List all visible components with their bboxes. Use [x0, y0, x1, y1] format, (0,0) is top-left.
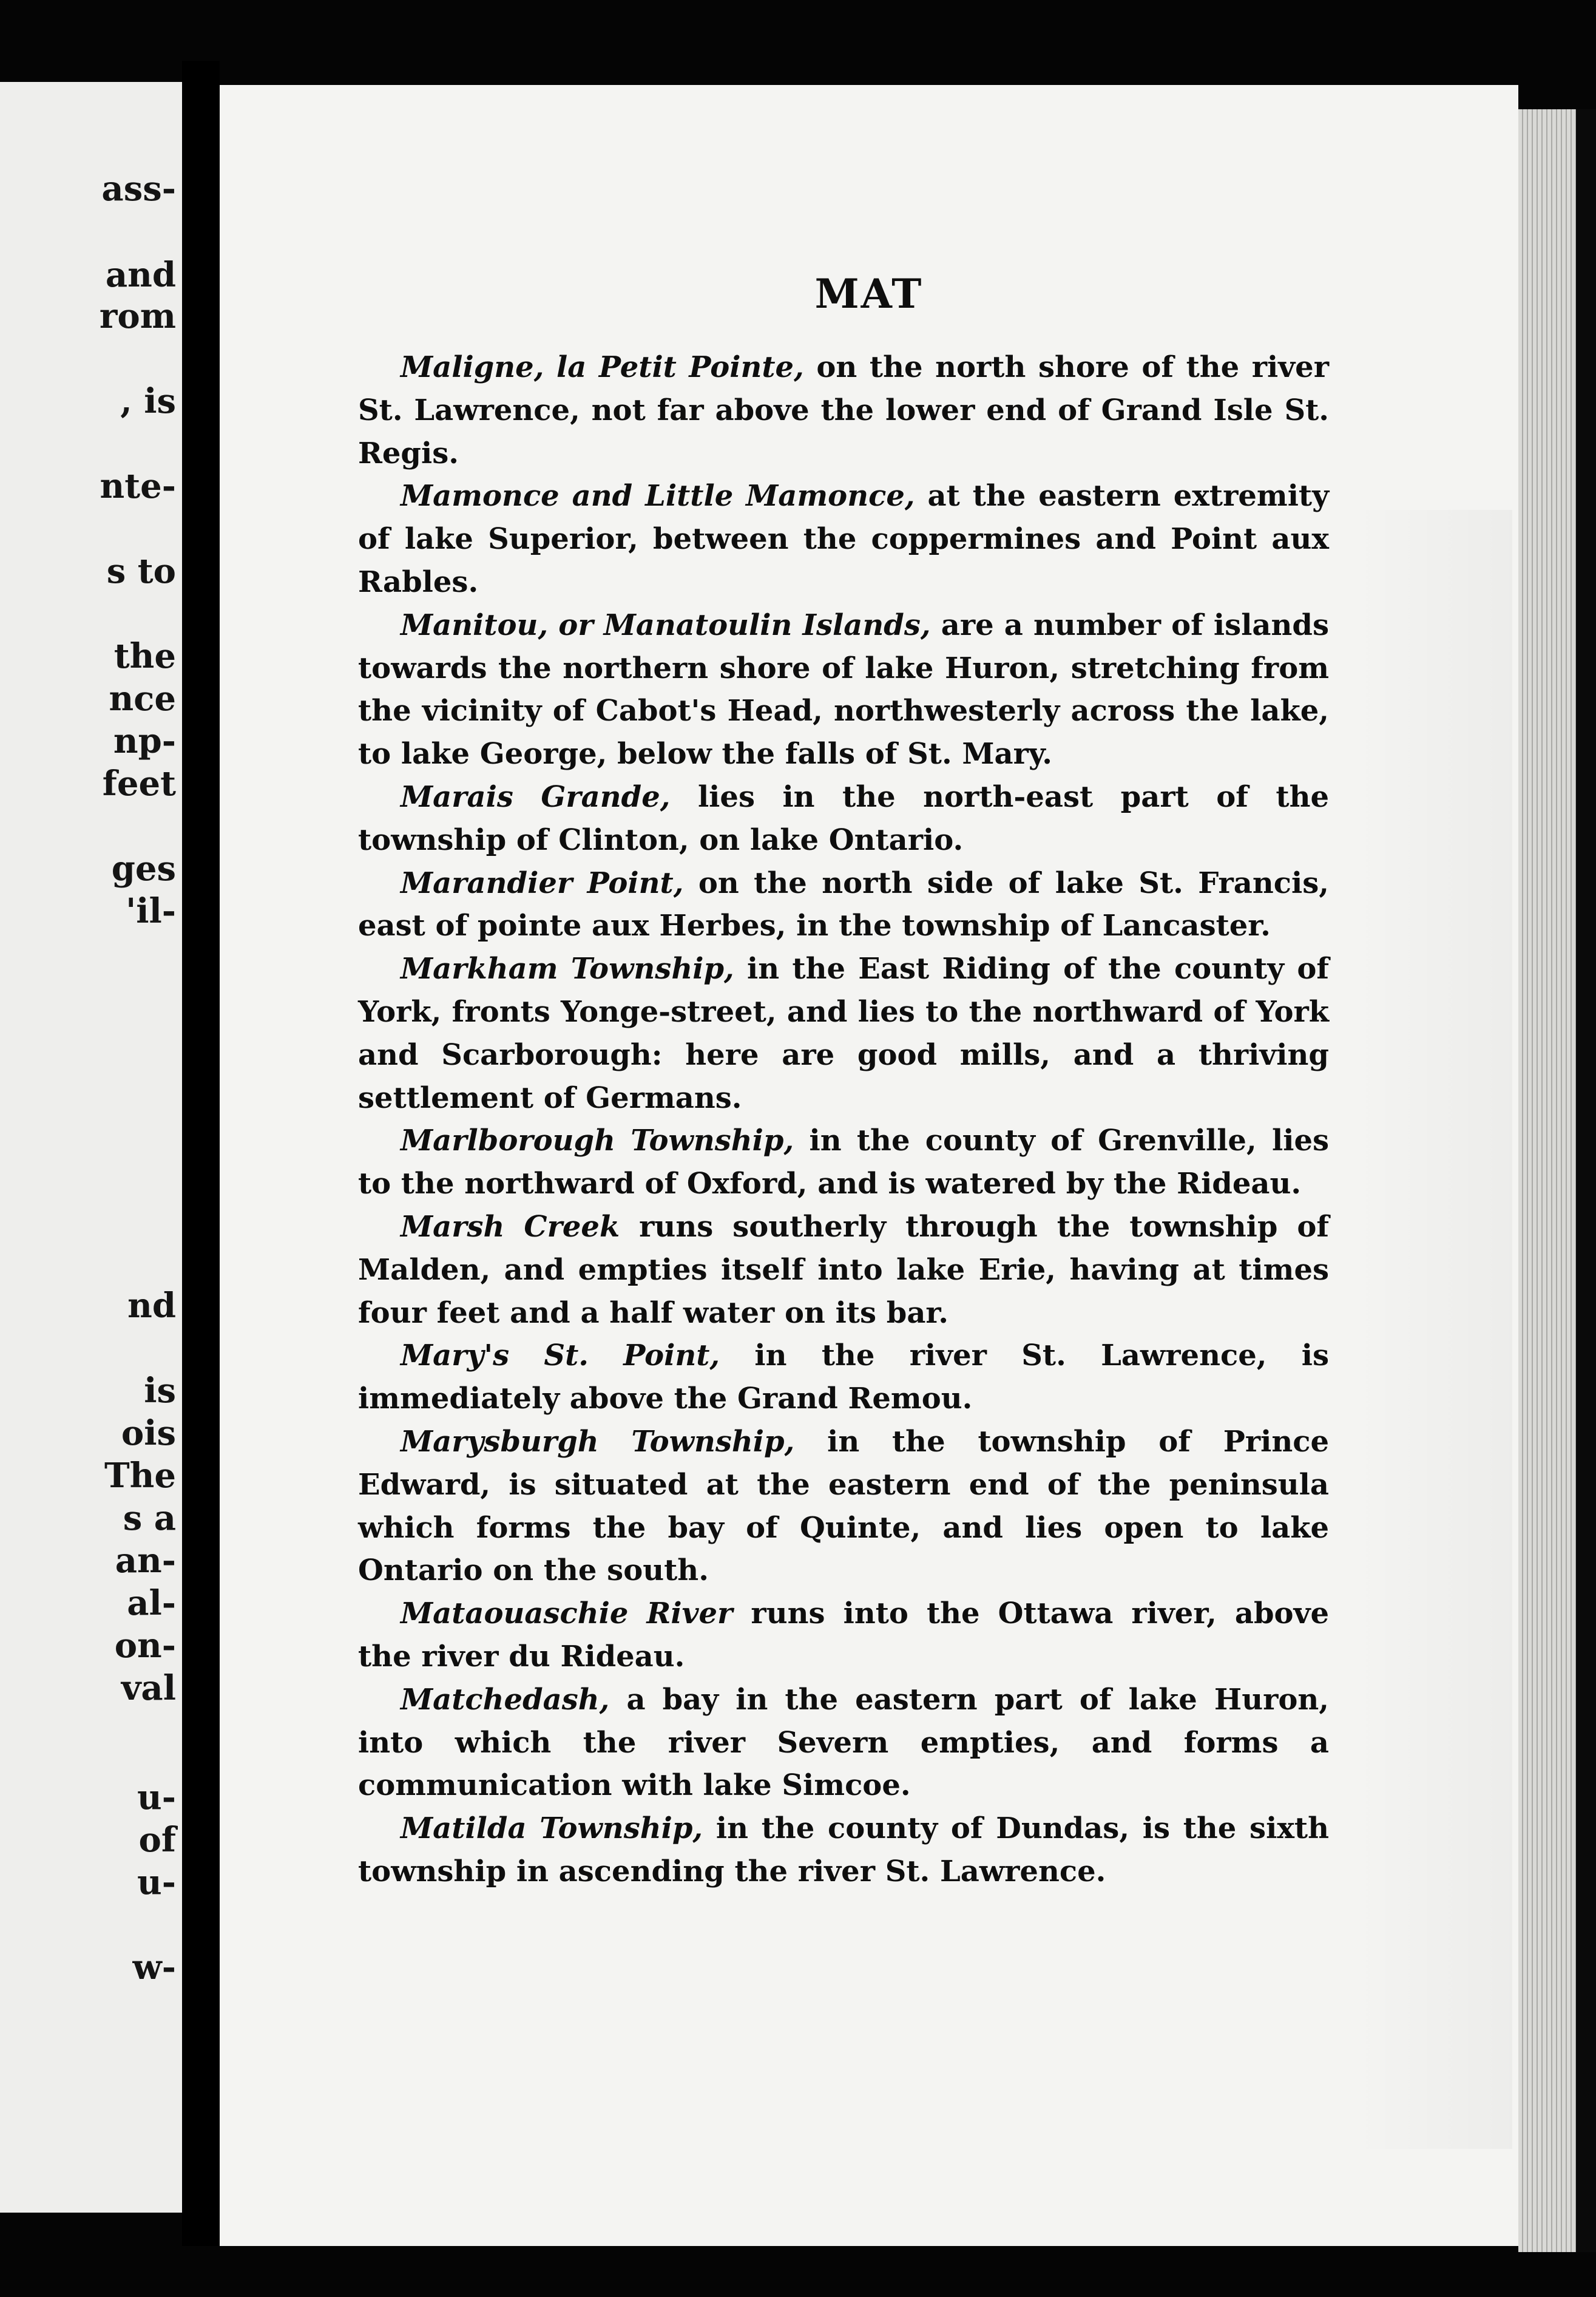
facing-page-fragment: np- — [113, 721, 176, 761]
facing-page-fragment: u- — [137, 1777, 176, 1817]
entry-term: Matchedash, — [401, 1682, 610, 1717]
scan-border — [1576, 109, 1596, 2252]
entry-text: are a number of islands towards the northern shore of lake Huron, stretching from the vicinity of Cabot's Head, northwesterly across the lake, to lake George, below the falls of St. Mary. — [358, 608, 1330, 772]
entry-text: runs southerly through the township of Malden, and empties itself into lake Erie, having at times four feet and a half water on its bar. — [358, 1209, 1329, 1330]
entry-term: Mataouaschie River — [401, 1596, 733, 1631]
entry-term: Mary's St. Point, — [401, 1339, 720, 1373]
gazetteer-entries — [358, 346, 1329, 1893]
entry-term: Manitou, or Manatoulin Islands, — [401, 608, 931, 642]
entry-term: Marais Grande, — [401, 779, 671, 814]
running-head: MAT — [814, 270, 924, 317]
gazetteer-entry — [358, 948, 1329, 1119]
facing-page-fragment: ges — [111, 849, 176, 889]
facing-page-fragment: w- — [132, 1947, 176, 1987]
facing-page-fragment: nte- — [100, 466, 176, 506]
facing-page-fragment: u- — [137, 1862, 176, 1902]
entry-term: Matilda Township, — [401, 1811, 703, 1846]
gazetteer-entry — [358, 1592, 1329, 1678]
entry-text: on the north side of lake St. Francis, east of pointe aux Herbes, in the township of Lancaster. — [358, 866, 1329, 943]
facing-page-fragment: rom — [99, 296, 176, 336]
entry-text: a bay in the eastern part of lake Huron, into which the river Severn empties, and forms a communication with lake Simcoe. — [358, 1682, 1330, 1803]
entry-text: in the county of Dundas, is the sixth township in ascending the river St. Lawrence. — [358, 1811, 1330, 1888]
entry-text: in the river St. Lawrence, is immediately above the Grand Remou. — [358, 1339, 1329, 1416]
gazetteer-entry — [358, 1334, 1329, 1420]
facing-page-fragment: val — [121, 1668, 176, 1708]
facing-page-fragment: on- — [114, 1626, 176, 1666]
facing-page-fragment: of — [138, 1820, 176, 1860]
book-gutter — [182, 61, 220, 2246]
facing-page-fragment: is — [144, 1371, 176, 1411]
entry-term: Marlborough Township, — [401, 1124, 794, 1158]
entry-term: Maligne, la Petit Pointe, — [401, 350, 804, 384]
gazetteer-entry — [358, 1119, 1329, 1206]
entry-text: on the north shore of the river St. Lawrence, not far above the lower end of Grand Isle St. Regis. — [358, 350, 1329, 470]
gazetteer-entry — [358, 1206, 1329, 1334]
facing-page-fragment: nce — [109, 679, 176, 719]
facing-page-fragment: feet — [102, 764, 176, 804]
facing-page-fragment: s to — [106, 551, 176, 591]
facing-page-fragment: ass- — [101, 169, 176, 209]
page-edges — [1518, 109, 1576, 2252]
gazetteer-entry — [358, 1420, 1329, 1592]
gazetteer-entry — [358, 776, 1329, 862]
facing-page-fragment: , is — [120, 381, 176, 421]
facing-page-fragment: 'il- — [126, 891, 176, 931]
facing-page-fragment: nd — [127, 1286, 176, 1326]
gazetteer-entry — [358, 475, 1329, 603]
facing-page-fragment: The — [104, 1456, 176, 1496]
entry-term: Mamonce and Little Mamonce, — [401, 479, 915, 514]
show-through-shading — [1354, 510, 1512, 2149]
entry-term: Marysburgh Township, — [401, 1424, 795, 1459]
entry-term: Marsh Creek — [401, 1209, 620, 1244]
facing-page-fragment: an- — [115, 1541, 176, 1581]
entry-text: runs into the Ottawa river, above the river du Rideau. — [358, 1596, 1330, 1674]
entry-term: Marandier Point, — [401, 866, 684, 900]
facing-page-fragment: s a — [123, 1498, 176, 1538]
gazetteer-entry — [358, 1678, 1329, 1807]
gazetteer-entry — [358, 862, 1329, 948]
entry-text: in the East Riding of the county of York, fronts Yonge-street, and lies to the northward of York and Scarborough: here are good mills, and a thriving settlement of Germans. — [358, 952, 1330, 1115]
facing-page-fragment: al- — [127, 1583, 176, 1623]
gazetteer-entry — [358, 1807, 1329, 1893]
entry-text: in the township of Prince Edward, is situated at the eastern end of the peninsula which forms the bay of Quinte, and lies open to lake Ontario on the south. — [358, 1424, 1330, 1588]
facing-page-fragment: the — [113, 636, 176, 676]
facing-page-left — [0, 82, 182, 2213]
entry-text: lies in the north-east part of the township of Clinton, on lake Ontario. — [358, 779, 1329, 857]
gazetteer-entry — [358, 604, 1329, 776]
facing-page-fragment: and — [105, 255, 176, 295]
main-page — [220, 85, 1518, 2246]
facing-page-fragment: ois — [121, 1413, 176, 1453]
entry-term: Markham Township, — [401, 952, 734, 986]
entry-text: at the eastern extremity of lake Superior, between the coppermines and Point aux Rables. — [358, 479, 1329, 599]
entry-text: in the county of Grenville, lies to the northward of Oxford, and is watered by the Rideau. — [358, 1124, 1330, 1201]
gazetteer-entry — [358, 346, 1329, 475]
